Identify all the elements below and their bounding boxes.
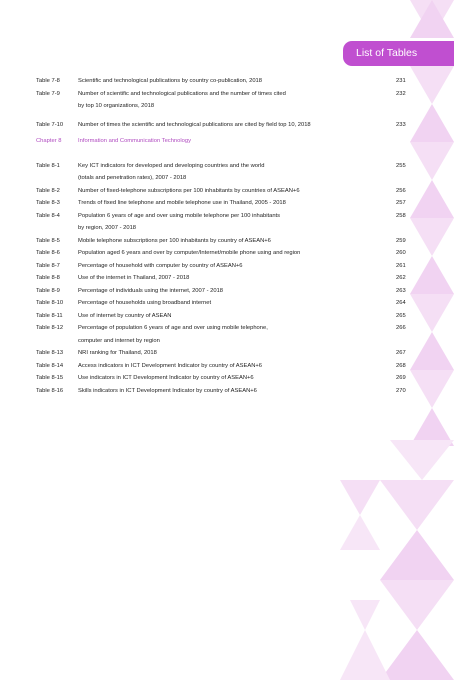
toc-row: Table 8-5 Mobile telephone subscriptions per 100 inhabitants by country of ASEAN+6 259	[36, 237, 406, 244]
toc-row: Table 8-9 Percentage of individuals using the internet, 2007 - 2018 263	[36, 287, 406, 294]
toc-row: Table 8-12 Percentage of population 6 years of age and over using mobile telephone, 266	[36, 325, 406, 331]
toc-row-continued: (totals and penetration rates), 2007 - 2018	[78, 175, 187, 181]
toc-row-continued: computer and internet by region	[78, 337, 160, 344]
toc-row: Table 8-6 Population aged 6 years and over by computer/Internet/mobile phone using and region 260	[36, 250, 406, 256]
list-of-tables-header: List of Tables	[343, 41, 454, 66]
toc-row: Table 8-13 NRI ranking for Thailand, 2018 267	[36, 350, 406, 356]
toc-row: Table 8-7 Percentage of household with computer by country of ASEAN+6 261	[36, 262, 406, 269]
toc-row: Table 8-14 Access indicators in ICT Development Indicator by country of ASEAN+6 268	[36, 362, 406, 369]
toc-row-continued: by region, 2007 - 2018	[78, 225, 137, 231]
toc-row: Table 8-4 Population 6 years of age and over using mobile telephone per 100 inhabitants 258	[36, 212, 406, 219]
toc-row: Table 8-10 Percentage of households using broadband internet 264	[36, 300, 406, 306]
toc-row: Table 7-8 Scientific and technological publications by country co-publication, 2018 231	[36, 78, 406, 84]
toc-row: Table 7-10 Number of times the scientific and technological publications are cited by field top 10, 2018 233	[36, 121, 406, 128]
toc-row: Table 8-3 Trends of fixed line telephone and mobile telephone use in Thailand, 2005 - 2018 257	[36, 200, 406, 206]
toc-row: Table 8-11 Use of internet by country of ASEAN 265	[36, 312, 406, 319]
toc-row: Table 8-15 Use indicators in ICT Development Indicator by country of ASEAN+6 269	[36, 375, 406, 381]
table-of-contents	[36, 75, 406, 397]
toc-row: Table 8-8 Use of the internet in Thailand, 2007 - 2018 262	[36, 275, 406, 281]
toc-row-continued: by top 10 organizations, 2018	[78, 103, 155, 109]
chapter-heading: Chapter 8 Information and Communication Technology	[36, 138, 191, 144]
toc-row: Table 8-1 Key ICT indicators for developed and developing countries and the world 255	[36, 162, 406, 169]
toc-row: Table 8-16 Skills indicators in ICT Development Indicator by country of ASEAN+6 270	[36, 387, 406, 394]
toc-row: Table 8-2 Number of fixed-telephone subscriptions per 100 inhabitants by countries of ASEAN+6 256	[36, 187, 406, 194]
toc-row: Table 7-9 Number of scientific and technological publications and the number of times cited 232	[36, 90, 406, 97]
